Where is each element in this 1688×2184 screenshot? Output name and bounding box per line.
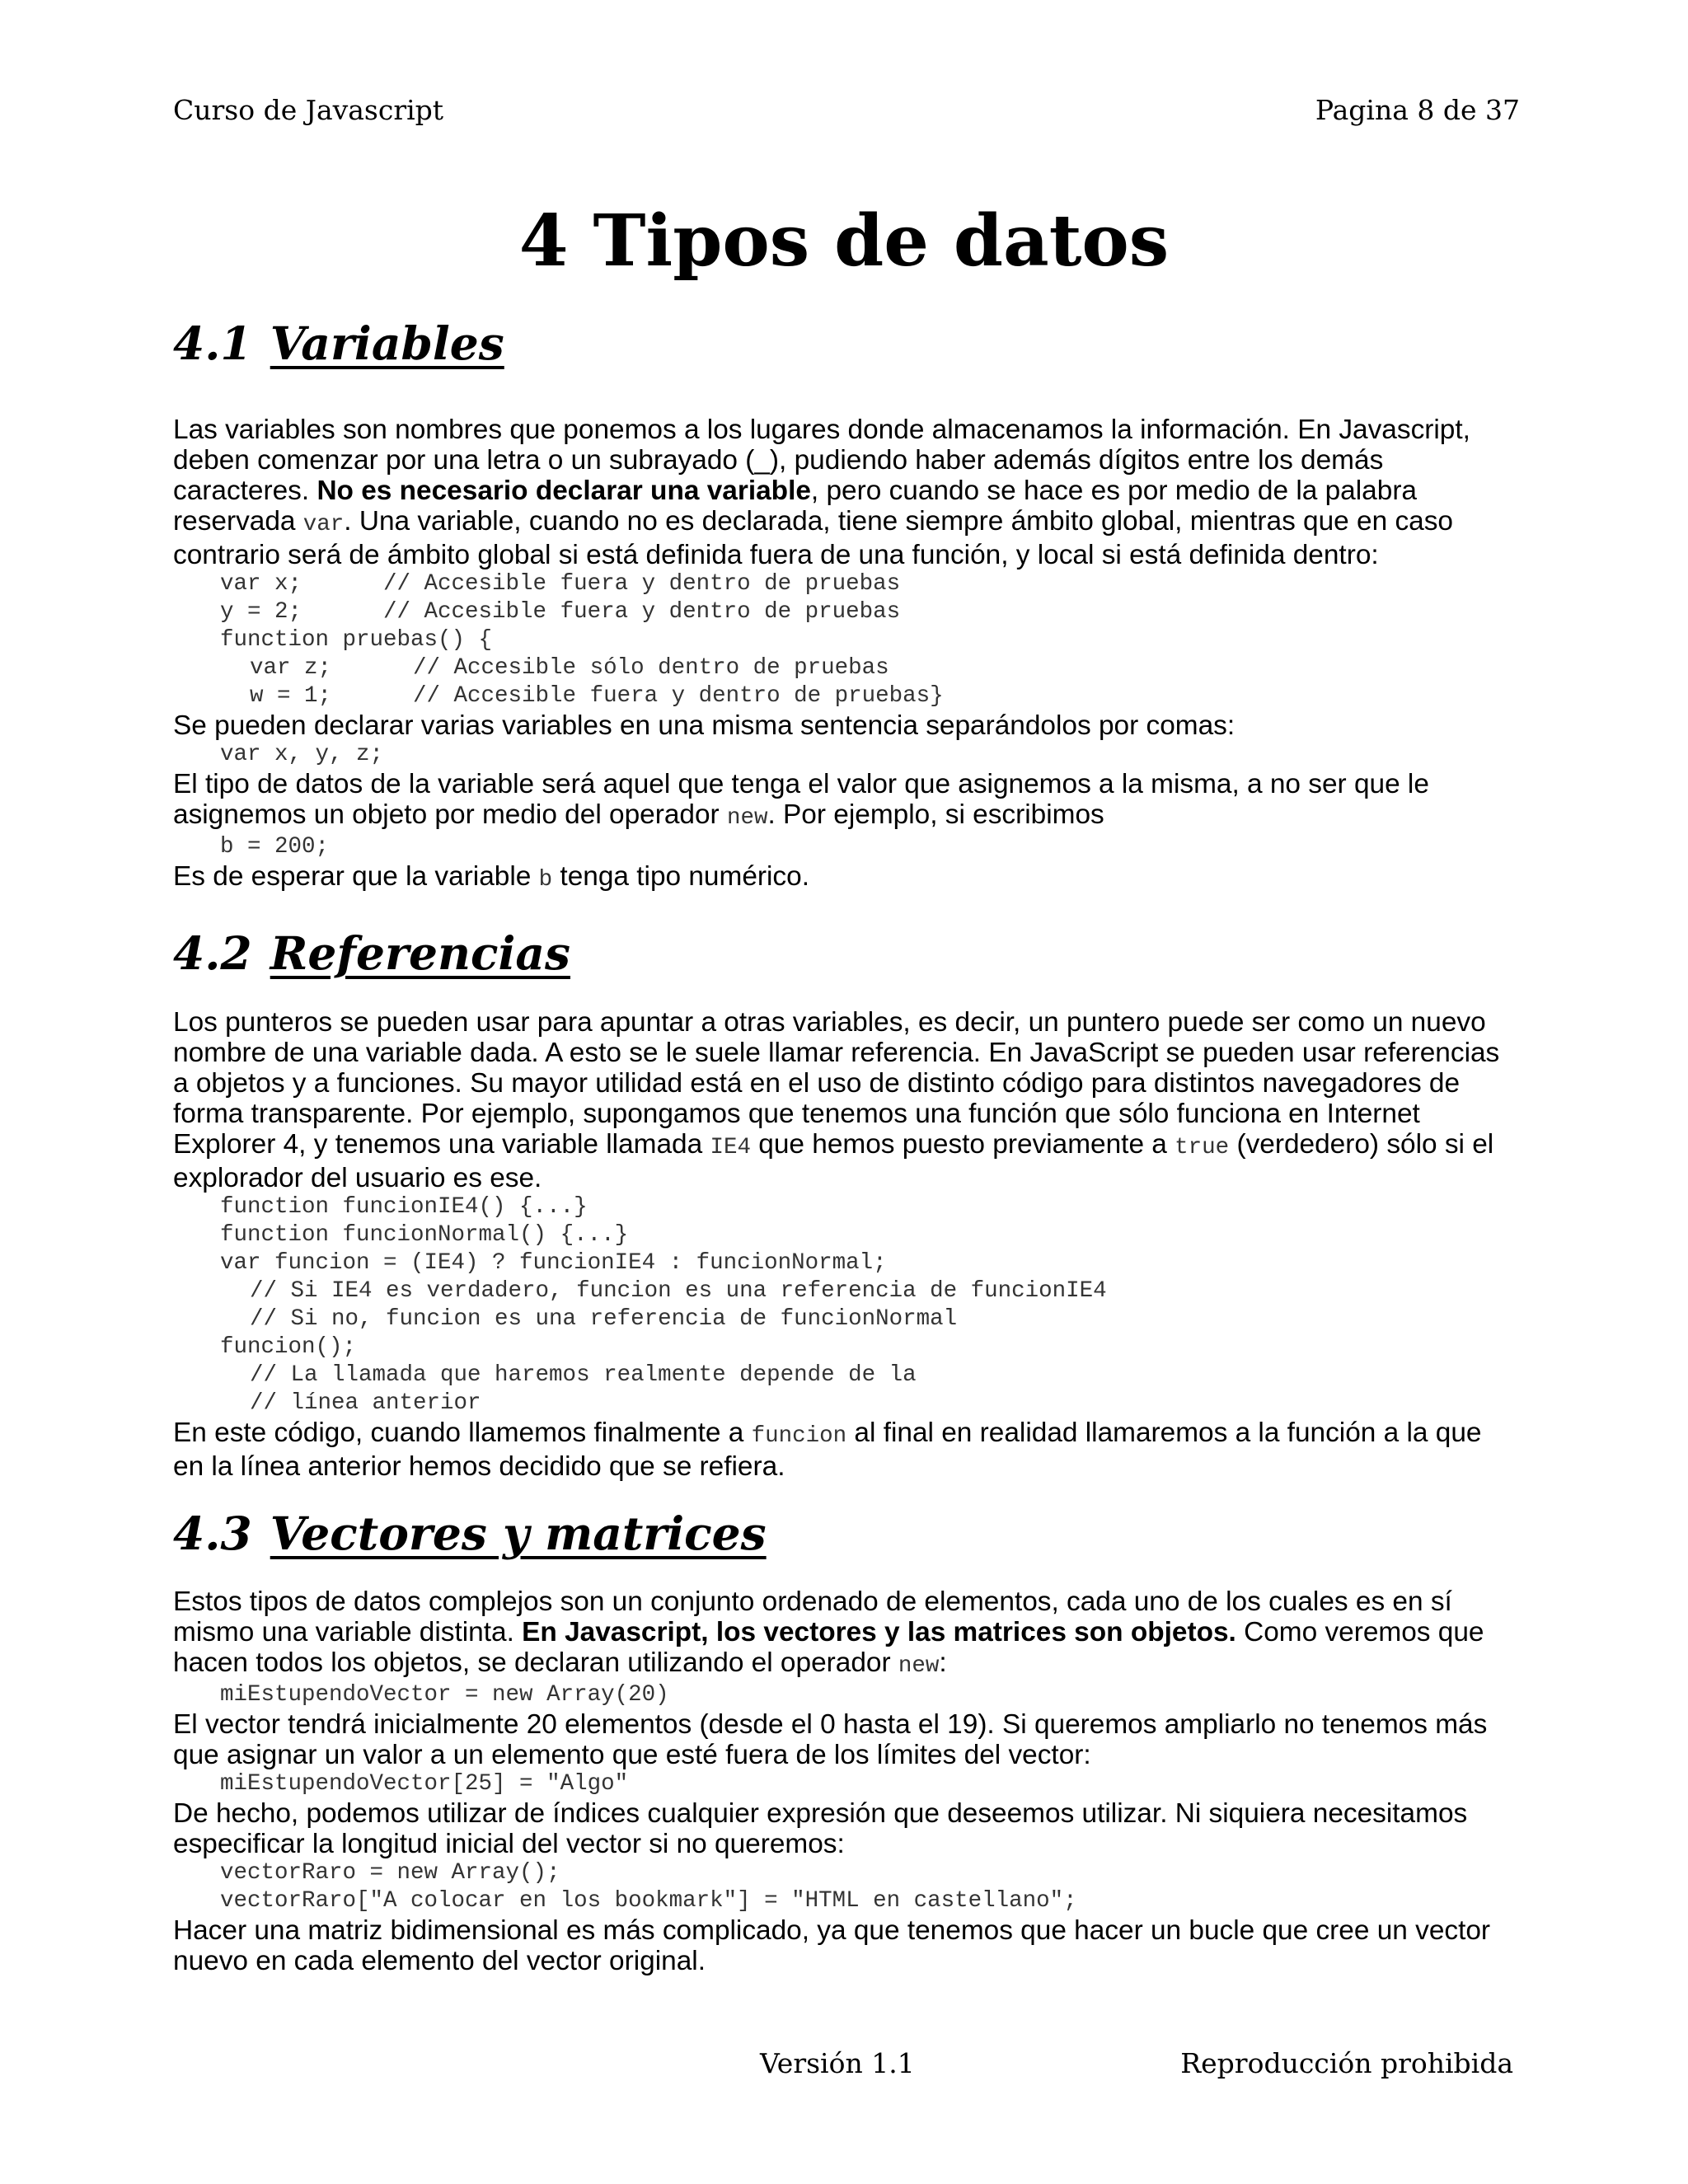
code-line: funcion(); xyxy=(220,1334,357,1360)
paragraph-line: deben comenzar por una letra o un subrayado (_), pudiendo haber además dígitos entre los demás xyxy=(173,445,1384,476)
section-title: Variables xyxy=(270,316,504,370)
code-line: miEstupendoVector[25] = "Algo" xyxy=(220,1771,629,1797)
inline-code: var xyxy=(302,512,345,537)
paragraph-line: que asignar un valor a un elemento que esté fuera de los límites del vector: xyxy=(173,1740,1091,1770)
section-body-vectores xyxy=(173,1586,1525,1976)
text-run: asignemos un objeto por medio del operador xyxy=(173,799,727,830)
inline-code: funcion xyxy=(751,1423,847,1449)
code-line: var z; // Accesible sólo dentro de pruebas xyxy=(250,655,889,681)
text-run: : xyxy=(939,1647,947,1678)
code-line: var funcion = (IE4) ? funcionIE4 : funcionNormal; xyxy=(220,1250,887,1276)
code-line: w = 1; // Accesible fuera y dentro de pruebas} xyxy=(250,683,944,709)
header-course-title: Curso de Javascript xyxy=(173,94,444,126)
paragraph-line xyxy=(173,476,1525,506)
paragraph-line: De hecho, podemos utilizar de índices cualquier expresión que deseemos utilizar. Ni siquiera necesitamos xyxy=(173,1798,1468,1829)
paragraph-line: El vector tendrá inicialmente 20 elementos (desde el 0 hasta el 19). Si queremos ampliarlo no tenemos más xyxy=(173,1709,1488,1740)
paragraph-line xyxy=(173,1129,1525,1163)
inline-code: new xyxy=(726,805,768,831)
inline-code: true xyxy=(1175,1135,1230,1160)
code-line: vectorRaro["A colocar en los bookmark"] = "HTML en castellano"; xyxy=(220,1888,1077,1914)
text-run: al final en realidad llamaremos a la función a la que xyxy=(846,1418,1482,1448)
paragraph-line xyxy=(173,1617,1525,1647)
paragraph-line xyxy=(173,1418,1525,1451)
text-run: . Una variable, cuando no es declarada, tiene siempre ámbito global, mientras que en caso xyxy=(344,506,1453,537)
page-title: 4 Tipos de datos xyxy=(518,199,1170,283)
code-line: // Si IE4 es verdadero, funcion es una referencia de funcionIE4 xyxy=(250,1278,1107,1304)
code-line: vectorRaro = new Array(); xyxy=(220,1860,560,1886)
text-run: que hemos puesto previamente a xyxy=(750,1129,1175,1160)
section-title: Vectores y matrices xyxy=(270,1507,767,1560)
text-run: tenga tipo numérico. xyxy=(552,861,809,892)
paragraph-line xyxy=(173,799,1525,833)
paragraph-line: Hacer una matriz bidimensional es más complicado, ya que tenemos que hacer un bucle que cree un vector xyxy=(173,1915,1491,1946)
code-line: y = 2; // Accesible fuera y dentro de pruebas xyxy=(220,599,901,625)
paragraph-line: especificar la longitud inicial del vector si no queremos: xyxy=(173,1829,845,1859)
paragraph-line: explorador del usuario es ese. xyxy=(173,1163,542,1193)
code-line: var x; // Accesible fuera y dentro de pruebas xyxy=(220,571,901,597)
inline-code: b xyxy=(538,867,553,893)
header-page-number: Pagina 8 de 37 xyxy=(1315,94,1520,126)
code-line: miEstupendoVector = new Array(20) xyxy=(220,1682,669,1708)
code-line: // La llamada que haremos realmente depende de la xyxy=(250,1362,917,1388)
code-line: function pruebas() { xyxy=(220,627,493,653)
text-run: caracteres. xyxy=(173,476,317,506)
section-heading-referencias xyxy=(173,925,570,982)
paragraph-line: nombre de una variable dada. A esto se le suele llamar referencia. En JavaScript se pueden usar referencias xyxy=(173,1038,1500,1068)
code-line: // Si no, funcion es una referencia de funcionNormal xyxy=(250,1306,958,1332)
code-line: function funcionIE4() {...} xyxy=(220,1194,588,1220)
section-number: 4.2 xyxy=(173,926,252,980)
text-run: Como veremos que xyxy=(1236,1617,1484,1647)
code-line: b = 200; xyxy=(220,834,330,860)
section-title: Referencias xyxy=(270,926,570,980)
code-line: var x, y, z; xyxy=(220,742,384,767)
section-body-referencias xyxy=(173,1007,1525,1482)
footer-copyright-notice: Reproducción prohibida xyxy=(1180,2047,1513,2079)
paragraph-line: nuevo en cada elemento del vector original. xyxy=(173,1946,706,1976)
inline-code: new xyxy=(898,1653,940,1679)
text-run: (verdedero) sólo si el xyxy=(1229,1129,1494,1160)
code-line: // línea anterior xyxy=(250,1390,481,1416)
paragraph-line: Estos tipos de datos complejos son un conjunto ordenado de elementos, cada uno de los cuales es en sí xyxy=(173,1586,1452,1617)
text-run: . Por ejemplo, si escribimos xyxy=(767,799,1104,830)
text-run: Explorer 4, y tenemos una variable llamada xyxy=(173,1129,710,1160)
text-run: , pero cuando se hace es por medio de la palabra xyxy=(810,476,1418,506)
paragraph-line xyxy=(173,861,1525,895)
footer-version: Versión 1.1 xyxy=(760,2047,915,2079)
paragraph-line: Se pueden declarar varias variables en una misma sentencia separándolos por comas: xyxy=(173,710,1236,741)
paragraph-line: forma transparente. Por ejemplo, supongamos que tenemos una función que sólo funciona en Internet xyxy=(173,1099,1420,1129)
text-run: mismo una variable distinta. xyxy=(173,1617,523,1647)
paragraph-line: El tipo de datos de la variable será aquel que tenga el valor que asignemos a la misma, a no ser que le xyxy=(173,769,1429,799)
paragraph-line: contrario será de ámbito global si está definida fuera de una función, y local si está definida dentro: xyxy=(173,540,1379,570)
inline-code: IE4 xyxy=(710,1135,751,1160)
text-run: En este código, cuando llamemos finalmente a xyxy=(173,1418,752,1448)
bold-text: No es necesario declarar una variable xyxy=(316,476,811,506)
paragraph-line: Los punteros se pueden usar para apuntar a otras variables, es decir, un puntero puede ser como un nuevo xyxy=(173,1007,1486,1038)
section-body-variables xyxy=(173,415,1525,895)
section-heading-vectores xyxy=(173,1505,767,1563)
text-run: reservada xyxy=(173,506,303,537)
text-run: Es de esperar que la variable xyxy=(173,861,539,892)
code-line: function funcionNormal() {...} xyxy=(220,1222,629,1248)
section-number: 4.3 xyxy=(173,1507,252,1560)
bold-text: En Javascript, los vectores y las matrices son objetos. xyxy=(522,1617,1236,1647)
section-heading-variables xyxy=(173,315,504,373)
paragraph-line: en la línea anterior hemos decidido que se refiera. xyxy=(173,1451,785,1482)
text-run: hacen todos los objetos, se declaran utilizando el operador xyxy=(173,1647,898,1678)
paragraph-line xyxy=(173,1647,1525,1681)
paragraph-line: Las variables son nombres que ponemos a los lugares donde almacenamos la información. En Javascript, xyxy=(173,415,1470,445)
paragraph-line xyxy=(173,506,1525,540)
paragraph-line: a objetos y a funciones. Su mayor utilidad está en el uso de distinto código para distintos navegadores de xyxy=(173,1068,1461,1099)
section-number: 4.1 xyxy=(173,316,252,370)
